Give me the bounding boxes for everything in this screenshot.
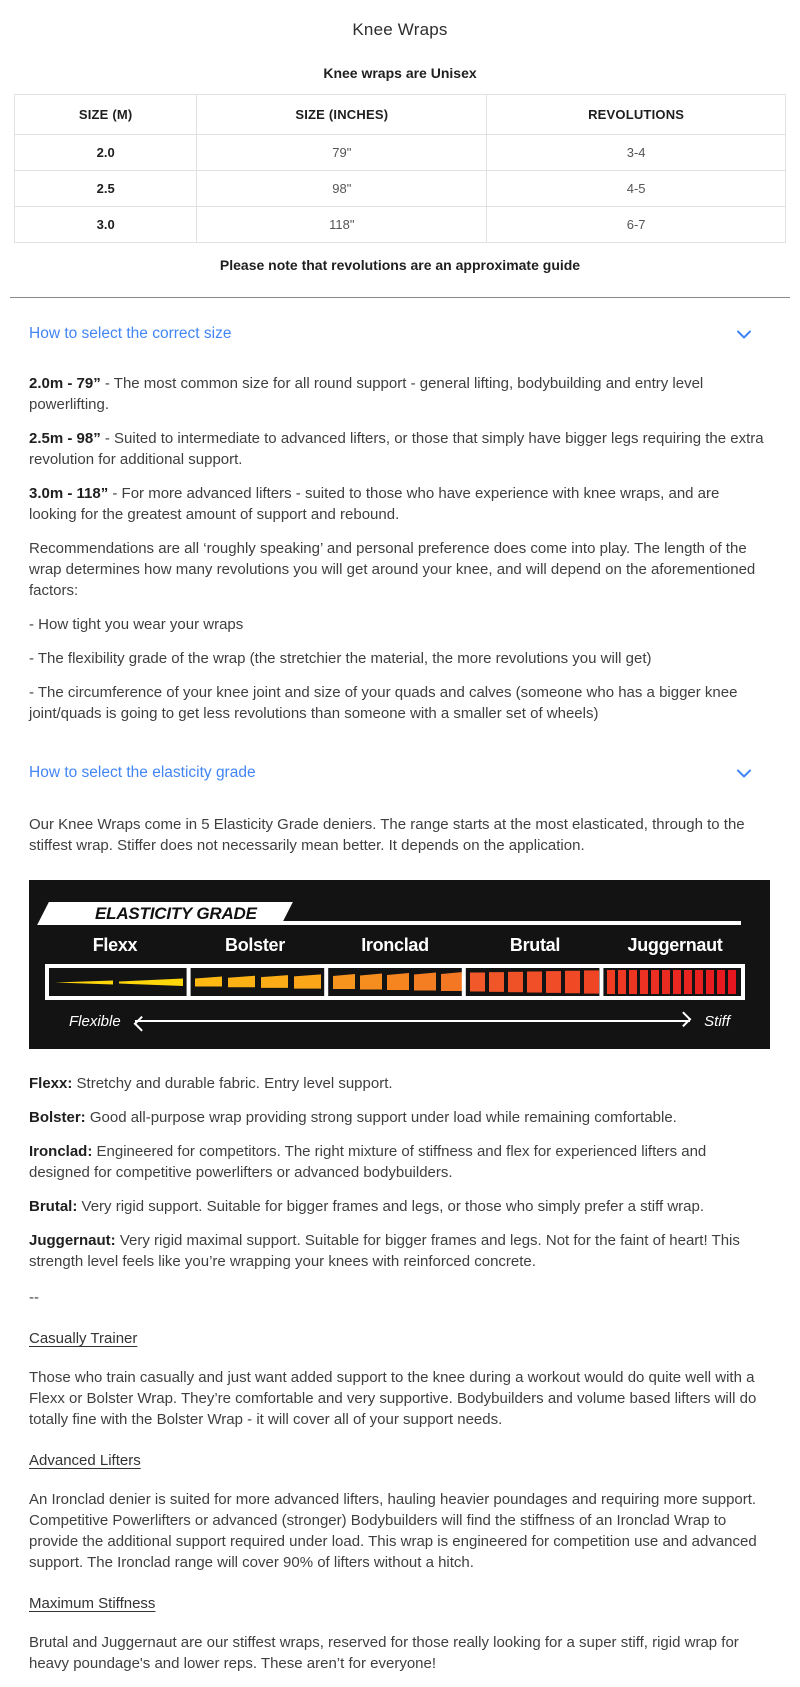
- size-text: - Suited to intermediate to advanced lifters, or those that simply have bigger legs requiring the extra revolution for additional support.: [29, 430, 764, 468]
- grade-descriptions: [0, 1073, 800, 1674]
- col-header-revolutions: REVOLUTIONS: [487, 95, 786, 135]
- subsection-text: Those who train casually and just want added support to the knee during a workout would do quite well with a Flexx or Bolster Wrap. They’re comfortable and very supportive. Bodybuilders and volume based lifters will do totally fine with the Bolster Wrap - it will cover all of your support needs.: [29, 1369, 757, 1428]
- table-row: [15, 207, 786, 243]
- size-paragraph: [29, 538, 771, 601]
- size-paragraph: [29, 483, 771, 525]
- double-arrow-icon: [135, 1020, 690, 1022]
- chevron-down-icon[interactable]: [737, 769, 751, 778]
- size-text: - The circumference of your knee joint and size of your quads and calves (someone who has a bigger knee joint/quads is going to get less revolutions than someone with a smaller set of wheels): [29, 684, 738, 722]
- size-lead: 2.5m - 98”: [29, 430, 101, 447]
- size-bullet: [29, 648, 771, 669]
- grade-text: Very rigid maximal support. Suitable for bigger frames and legs. Not for the faint of heart! This strength level feels like you’re wrapping your knees with reinforced concrete.: [29, 1232, 740, 1270]
- grade-paragraph: [29, 1141, 771, 1183]
- grade-lead: Juggernaut:: [29, 1232, 116, 1249]
- grade-text: Very rigid support. Suitable for bigger frames and legs, or those who simply prefer a stiff wrap.: [77, 1198, 705, 1215]
- grade-paragraph: [29, 1107, 771, 1128]
- col-header-size-inches: SIZE (INCHES): [197, 95, 487, 135]
- table-row: [15, 171, 786, 207]
- accordion-title: How to select the elasticity grade: [29, 764, 256, 781]
- elasticity-bar: [45, 964, 745, 1002]
- subsection-paragraph: [29, 1367, 771, 1430]
- cell-size-inches: 98": [197, 171, 487, 207]
- banner-ribbon-line: [281, 921, 741, 925]
- cell-revolutions: 3-4: [487, 135, 786, 171]
- grade-label-brutal: Brutal: [509, 935, 561, 955]
- revolutions-note: Please note that revolutions are an approximate guide: [219, 257, 581, 273]
- grade-paragraph: [29, 1073, 771, 1094]
- subsection-paragraph: [29, 1489, 771, 1573]
- cell-size-inches: 118": [197, 207, 487, 243]
- size-text: - For more advanced lifters - suited to those who have experience with knee wraps, and are looking for the greatest amount of support and rebound.: [29, 485, 720, 523]
- grade-lead: Flexx:: [29, 1075, 73, 1092]
- size-bullet: [29, 614, 771, 635]
- size-section: [0, 325, 800, 724]
- grade-label-flexx: Flexx: [92, 935, 138, 955]
- table-header-row: [15, 95, 786, 135]
- size-table-wrap: [0, 94, 800, 243]
- stiff-label: Stiff: [704, 1012, 730, 1030]
- chevron-down-icon[interactable]: [737, 330, 751, 339]
- grade-text: Good all-purpose wrap providing strong support under load while remaining comfortable.: [85, 1109, 677, 1126]
- page-title: Knee Wraps: [352, 20, 448, 39]
- accordion-header-correct-size[interactable]: [29, 325, 771, 343]
- dash-separator: --: [29, 1289, 39, 1306]
- grade-paragraph: [29, 1196, 771, 1217]
- elasticity-intro: [29, 814, 771, 856]
- subheading-advanced-lifters: Advanced Lifters: [29, 1452, 141, 1469]
- size-paragraph: [29, 373, 771, 415]
- size-text: - The most common size for all round support - general lifting, bodybuilding and entry level powerlifting.: [29, 375, 704, 413]
- subsection-paragraph: [29, 1632, 771, 1674]
- size-lead: 3.0m - 118”: [29, 485, 109, 502]
- size-bullet: [29, 682, 771, 724]
- size-text: - The flexibility grade of the wrap (the stretchier the material, the more revolutions you will get): [29, 650, 652, 667]
- cell-size-inches: 79": [197, 135, 487, 171]
- elasticity-intro-text: Our Knee Wraps come in 5 Elasticity Grade deniers. The range starts at the most elasticated, through to the stiffest wrap. Stiffer does not necessarily mean better. It depends on the application.: [29, 816, 745, 854]
- flexible-label: Flexible: [69, 1012, 121, 1030]
- grade-labels: [45, 935, 745, 956]
- size-paragraph: [29, 428, 771, 470]
- cell-revolutions: 4-5: [487, 171, 786, 207]
- accordion-header-elasticity-grade[interactable]: [29, 764, 771, 782]
- size-text: Recommendations are all ‘roughly speaking’ and personal preference does come into play. The length of the wrap determines how many revolutions you will get around your knee, and will depend on the aforementioned factors:: [29, 540, 756, 599]
- cell-size-m: 2.5: [15, 171, 197, 207]
- elasticity-grade-banner: [29, 880, 770, 1049]
- grade-lead: Bolster:: [29, 1109, 86, 1126]
- banner-title: ELASTICITY GRADE: [95, 904, 257, 923]
- grade-text: Stretchy and durable fabric. Entry level support.: [72, 1075, 393, 1092]
- elasticity-section: [0, 764, 800, 856]
- size-table: [14, 94, 786, 243]
- subsection-text: An Ironclad denier is suited for more advanced lifters, hauling heavier poundages and requiring more support. Competitive Powerlifters or advanced (stronger) Bodybuilders will find the stiffness of an Ironclad Wrap to provide the additional support required under load. This wrap is engineered for competition use and advanced support. The Ironclad range will cover 90% of lifters without a hitch.: [29, 1491, 757, 1571]
- unisex-subtitle: Knee wraps are Unisex: [323, 65, 477, 81]
- grade-lead: Brutal:: [29, 1198, 78, 1215]
- subheading-casually-trainer: Casually Trainer: [29, 1330, 138, 1347]
- cell-revolutions: 6-7: [487, 207, 786, 243]
- grade-label-bolster: Bolster: [225, 935, 285, 955]
- grade-text: Engineered for competitors. The right mixture of stiffness and flex for experienced lifters and designed for competitive powerlifters or advanced bodybuilders.: [29, 1143, 707, 1181]
- col-header-size-m: SIZE (M): [15, 95, 197, 135]
- grade-lead: Ironclad:: [29, 1143, 93, 1160]
- accordion-title: How to select the correct size: [29, 325, 232, 342]
- grade-label-juggernaut: Juggernaut: [627, 935, 723, 955]
- cell-size-m: 2.0: [15, 135, 197, 171]
- table-row: [15, 135, 786, 171]
- cell-size-m: 3.0: [15, 207, 197, 243]
- subheading-maximum-stiffness: Maximum Stiffness: [29, 1595, 156, 1612]
- subsection-text: Brutal and Juggernaut are our stiffest wraps, reserved for those really looking for a super stiff, rigid wrap for heavy poundage's and lower reps. These aren’t for everyone!: [29, 1634, 739, 1672]
- flexible-stiff-scale: [69, 1011, 730, 1031]
- banner-ribbon: [37, 902, 293, 925]
- grade-paragraph: [29, 1230, 771, 1272]
- size-lead: 2.0m - 79”: [29, 375, 101, 392]
- grade-label-ironclad: Ironclad: [361, 935, 429, 955]
- size-text: - How tight you wear your wraps: [29, 616, 244, 633]
- section-divider: [10, 297, 790, 298]
